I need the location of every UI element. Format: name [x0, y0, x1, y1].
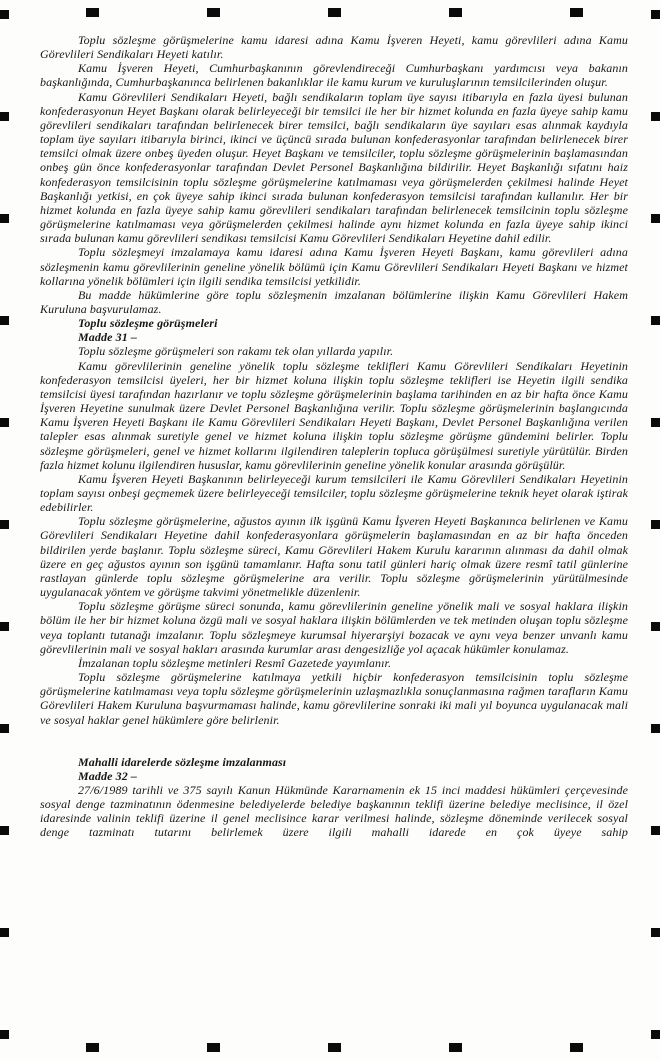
scan-artifact-left-edge [0, 0, 9, 1061]
paragraph-union-delegation: Kamu Görevlileri Sendikaları Heyeti, bağlı sendikaların toplam üye sayısı itibarıyla en fazla üyesi bulunan konfederasyonun Heyet Başkanı olarak belirleyeceği bir temsilci ile her bir hizmet kolunda en fazla üyeye sahip kamu görevlileri sendikaları tarafından belirlenecek birer temsilci, bağlı sendikaların üye sayıları esas alınmak kaydıyla toplam üye sayıları itibarıyla birinci, ikinci ve üçüncü sırada bulunan konfederasyonlar tarafından belirlenecek birer temsilci olmak üzere onbeş üyeden oluşur. Heyet Başkanı ve temsilciler, toplu sözleşme görüşmelerinin başlamasından onbeş gün önce konfederasyonlar tarafından Devlet Personel Başkanlığına bildirilir. Heyet Başkanlığı sıfatını haiz konfederasyon temsilcisinin toplu sözleşme görüşmelerine katılmaması veya görüşmelerden çekilmesi halinde Heyet Başkanlığı yetkisi, en çok üyeye sahip ikinci sırada bulunan konfederasyon temsilcisi tarafından kullanılır. Her bir hizmet kolunda en fazla üyeye sahip kamu görevlileri sendikaları tarafından belirlenecek temsilcinin toplu sözleşme görüşmelerine katılmaması veya görüşmelerden çekilmesi halinde aynı hizmet kolunda en fazla üyeye sahip ikinci sırada bulunan kamu görevlileri sendikası temsilcisi Kamu Görevlileri Sendikaları Heyetine dahil edilir. [40, 89, 628, 246]
paragraph-odd-years: Toplu sözleşme görüşmeleri son rakamı tek olan yıllarda yapılır. [78, 344, 394, 359]
scan-artifact-top-edge [0, 8, 660, 17]
paragraph-official-gazette: İmzalanan toplu sözleşme metinleri Resmî Gazetede yayımlanır. [78, 655, 392, 670]
paragraph-august-schedule: Toplu sözleşme görüşmelerine, ağustos ayının ilk işgünü Kamu İşveren Heyeti Başkanınca belirlenen ve Kamu Görevlileri Sendikaları Heyetine dahil konfederasyonlara görüşmelerin başlamasından en az bir hafta önceden bildirilen yerde başlanır. Toplu sözleşme süreci, Kamu Görevlileri Hakem Kurulu kararının alınması da dahil olmak üzere en geç ağustos ayının son işgünü tamamlanır. Hafta sonu tatil günleri hariç olmak üzere resmî tatil günlerine rastlayan günlerde toplu sözleşme görüşmelerine ara verilir. Toplu sözleşme görüşmelerinin yürütülmesinde uygulanacak yöntem ve görüşme takvimi yönetmelikle düzenlenir. [40, 514, 628, 600]
paragraph-signing-authority: Toplu sözleşmeyi imzalamaya kamu idaresi adına Kamu İşveren Heyeti Başkanı, kamu görevlileri adına sözleşmenin kamu görevlilerinin geneline yönelik bölümü için Kamu Görevlileri Sendikaları Heyeti Başkanı ve hizmet kollarına yönelik bölümleri için ilgili sendika temsilcisi yetkilidir. [40, 245, 628, 288]
paragraph-agreement-content: Toplu sözleşme görüşme süreci sonunda, kamu görevlilerinin geneline yönelik mali ve sosyal haklara ilişkin bölüm ile her bir hizmet koluna özgü mali ve sosyal haklara ilişkin bölümlerden ve tek metinden oluşan toplu sözleşme veya toplantı tutanağı imzalanır. Toplu sözleşmeye kurumsal hiyerarşiyi bozacak ve aynı veya benzer unvanlı kamu görevlilerinin mali ve sosyal hakları arasında kurumlar arası dengesizliğe yol açacak hükümler konulamaz. [40, 599, 628, 656]
paragraph-proposals-procedure: Kamu görevlilerinin geneline yönelik toplu sözleşme teklifleri Kamu Görevlileri Sendikaları Heyetinin konfederasyon temsilcisi üyeleri, her bir hizmet koluna ilişkin toplu sözleşme teklifleri ise Heyetin ilgili sendika temsilcisi üyesi tarafından hazırlanır ve toplu sözleşme görüşmelerinin başlama tarihinden en az bir hafta önce Kamu İşveren Heyetine sunulmak üzere Devlet Personel Başkanlığına verilir. Toplu sözleşme görüşmelerinin başlangıcında Kamu İşveren Heyeti Başkanı ile Kamu Görevlileri Sendikaları Heyeti Başkanı, Devlet Personel Başkanlığına verilen talepler esas alınmak suretiyle genel ve hizmet koluna ilişkin toplu sözleşme görüşme gündemini belirler. Toplu sözleşme görüşmeleri, genel ve hizmet kollarını ilgilendiren taleplerin topluca görüşülmesi suretiyle yürütülür. Birden fazla hizmet kolunu ilgilendiren hususlar, kamu görevlilerinin geneline yönelik konular arasında görüşülür. [40, 358, 628, 472]
article-32-heading: Madde 32 – [78, 768, 137, 783]
paragraph-arbitration-restriction: Bu madde hükümlerine göre toplu sözleşmenin imzalanan bölümlerine ilişkin Kamu Görevlileri Hakem Kuruluna başvurulamaz. [40, 287, 628, 316]
document-body [40, 33, 628, 840]
paragraph-non-participation: Toplu sözleşme görüşmelerine katılmaya yetkili hiçbir konfederasyon temsilcisinin toplu sözleşme görüşmelerine katılmaması veya toplu sözleşme görüşmelerinin uzlaşmazlıkla sonuçlanmasına rağmen tarafların Kamu Görevlileri Hakem Kuruluna başvurmaması halinde, kamu görevlilerine sonraki iki mali yıl boyunca uygulanacak mali ve sosyal haklar genel hükümlere göre belirlenir. [40, 670, 628, 727]
section-heading-negotiations: Toplu sözleşme görüşmeleri [78, 316, 218, 331]
section-heading-local-administrations: Mahalli idarelerde sözleşme imzalanması [78, 754, 287, 769]
paragraph-employer-delegation: Kamu İşveren Heyeti, Cumhurbaşkanının görevlendireceği Cumhurbaşkanı yardımcısı veya bakanın başkanlığında, Cumhurbaşkanınca belirlenen bakanlıklar ile kamu kurum ve kuruluşlarının temsilcilerinden oluşur. [40, 61, 628, 90]
paragraph-technical-delegation: Kamu İşveren Heyeti Başkanının belirleyeceği kurum temsilcileri ile Kamu Görevlileri Sendikaları Heyetinin toplam sayısı onbeşi geçmemek üzere belirleyeceği temsilciler, toplu sözleşme görüşmelerine teknik heyet olarak iştirak edebilirler. [40, 471, 628, 515]
article-31-heading: Madde 31 – [78, 330, 137, 345]
paragraph-social-balance-compensation: 27/6/1989 tarihli ve 375 sayılı Kanun Hükmünde Kararnamenin ek 15 inci maddesi hükümleri çerçevesinde sosyal denge tazminatının ödenmesine belediyelerde belediye başkanının teklifi üzerine belediye meclisince, il özel idaresinde valinin teklifi üzerine il genel meclisince karar verilmesi halinde, sözleşme döneminde verilecek sosyal denge tazminatı tutarını belirlemek üzere ilgili mahalli idarede en çok üyeye sahip [40, 782, 628, 840]
scan-artifact-right-edge [651, 0, 660, 1061]
paragraph-participants: Toplu sözleşme görüşmelerine kamu idaresi adına Kamu İşveren Heyeti, kamu görevlileri adına Kamu Görevlileri Sendikaları Heyeti katılır. [40, 33, 628, 62]
scan-artifact-bottom-edge [0, 1043, 660, 1052]
